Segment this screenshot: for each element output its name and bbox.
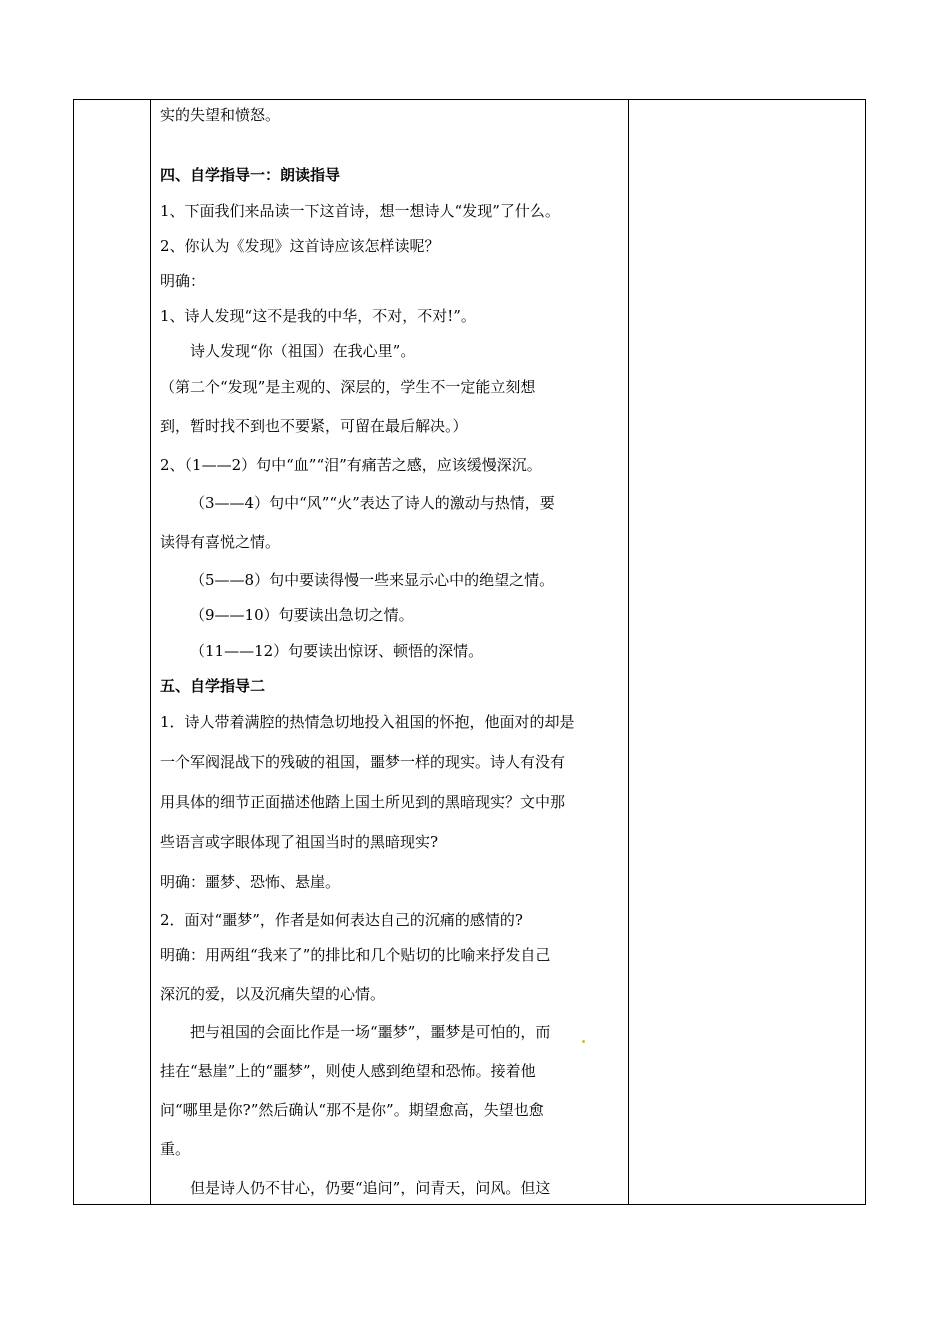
text-line: 诗人发现“你（祖国）在我心里”。 <box>190 342 416 360</box>
section-heading: 四、自学指导一：朗读指导 <box>160 166 341 184</box>
section-heading: 五、自学指导二 <box>160 677 266 695</box>
text-line: 但是诗人仍不甘心，仍要“追问”，问青天，问风。但这 <box>190 1179 551 1197</box>
text-line: 问“哪里是你?”然后确认“那不是你”。期望愈高，失望也愈 <box>160 1101 544 1119</box>
column-divider-2 <box>628 100 629 1204</box>
text-line: 深沉的爱，以及沉痛失望的心情。 <box>160 985 386 1003</box>
text-line: （3——4）句中“风”“火”表达了诗人的激动与热情，要 <box>190 494 555 512</box>
text-line: 重。 <box>160 1140 191 1158</box>
text-line: 挂在“悬崖”上的“噩梦”，则使人感到绝望和恐怖。接着他 <box>160 1062 536 1080</box>
highlight-mark-icon <box>582 1040 585 1043</box>
text-line: 到，暂时找不到也不要紧，可留在最后解决。） <box>160 417 468 435</box>
text-line: 读得有喜悦之情。 <box>160 533 281 551</box>
text-line: 明确：用两组“我来了”的排比和几个贴切的比喻来抒发自己 <box>160 946 551 964</box>
text-line: 明确： <box>160 272 206 290</box>
text-line: （11——12）句要读出惊讶、顿悟的深情。 <box>190 642 484 660</box>
column-divider-1 <box>150 100 151 1204</box>
text-line: 2、你认为《发现》这首诗应该怎样读呢？ <box>160 237 440 255</box>
text-line: 1．诗人带着满腔的热情急切地投入祖国的怀抱，他面对的却是 <box>160 713 575 731</box>
lesson-plan-table <box>73 99 866 1205</box>
text-line: 用具体的细节正面描述他踏上国土所见到的黑暗现实？文中那 <box>160 793 566 811</box>
text-line: 把与祖国的会面比作是一场“噩梦”，噩梦是可怕的，而 <box>190 1023 551 1041</box>
text-line: （9——10）句要读出急切之情。 <box>190 606 414 624</box>
text-line: 2、（1——2）句中“血”“泪”有痛苦之感，应该缓慢深沉。 <box>160 456 542 474</box>
text-line: 实的失望和愤怒。 <box>160 106 281 124</box>
text-line: （5——8）句中要读得慢一些来显示心中的绝望之情。 <box>190 571 555 589</box>
text-line: 明确：噩梦、恐怖、悬崖。 <box>160 873 341 891</box>
text-line: 1、诗人发现“这不是我的中华，不对，不对!”。 <box>160 307 476 325</box>
text-line: 2．面对“噩梦”，作者是如何表达自己的沉痛的感情的? <box>160 911 523 929</box>
text-line: 一个军阀混战下的残破的祖国，噩梦一样的现实。诗人有没有 <box>160 753 566 771</box>
text-line: （第二个“发现”是主观的、深层的，学生不一定能立刻想 <box>160 378 536 396</box>
text-line: 些语言或字眼体现了祖国当时的黑暗现实? <box>160 833 439 851</box>
text-line: 1、下面我们来品读一下这首诗，想一想诗人“发现”了什么。 <box>160 202 560 220</box>
